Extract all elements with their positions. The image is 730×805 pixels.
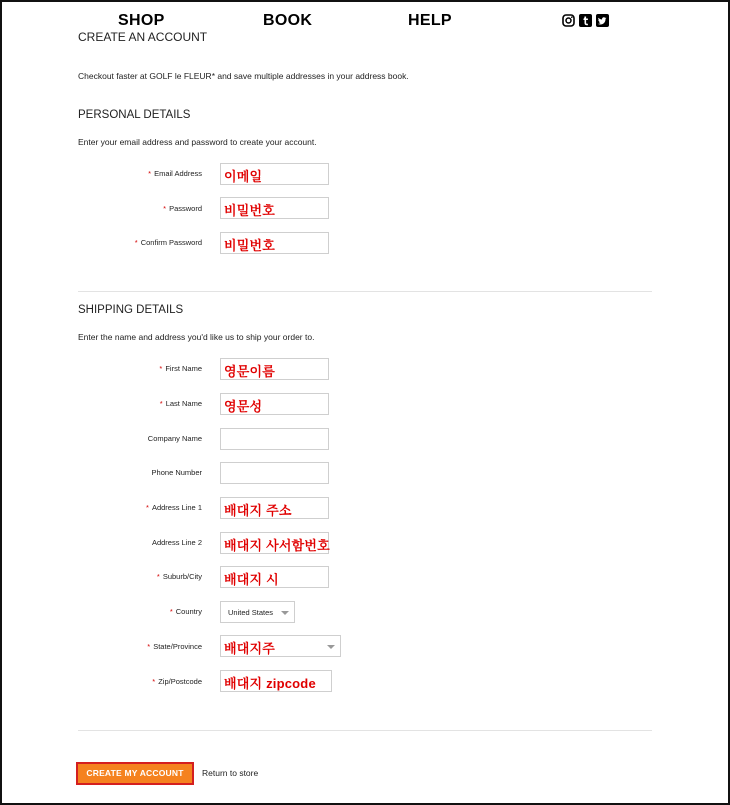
address-line-1-field[interactable]	[220, 497, 329, 519]
last-name-field[interactable]	[220, 393, 329, 415]
section-divider	[78, 730, 652, 731]
country-select[interactable]	[220, 601, 295, 623]
required-marker: *	[134, 238, 138, 247]
address-line-2-field[interactable]	[220, 532, 329, 554]
zip-postcode-value: 배대지 zipcode	[224, 676, 316, 691]
required-marker: *	[163, 204, 167, 213]
personal-details-title: PERSONAL DETAILS	[78, 109, 191, 121]
chevron-down-icon	[281, 611, 289, 615]
chevron-down-icon	[327, 645, 335, 649]
shipping-details-title: SHIPPING DETAILS	[78, 304, 184, 316]
first-name-label: * First Name	[159, 364, 202, 373]
state-province-select[interactable]	[220, 635, 341, 657]
zip-postcode-label: * Zip/Postcode	[152, 677, 202, 686]
first-name-value: 영문이름	[224, 364, 276, 379]
page-title: CREATE AN ACCOUNT	[78, 30, 208, 44]
personal-details-description: Enter your email address and password to create your account.	[78, 137, 317, 147]
required-marker: *	[159, 399, 163, 408]
phone-number-field[interactable]	[220, 462, 329, 484]
nav-help-link[interactable]: HELP	[408, 12, 452, 29]
required-marker: *	[147, 642, 151, 651]
confirm-password-label: * Confirm Password	[134, 238, 202, 247]
section-divider	[78, 291, 652, 292]
required-marker: *	[156, 572, 160, 581]
twitter-icon[interactable]	[596, 14, 609, 27]
intro-text: Checkout faster at GOLF le FLEUR* and save multiple addresses in your address book.	[78, 71, 409, 81]
last-name-value: 영문성	[224, 399, 263, 414]
country-label: * Country	[169, 607, 202, 616]
confirm-password-value: 비밀번호	[224, 238, 276, 253]
suburb-city-value: 배대지 시	[224, 572, 279, 587]
nav-book-link[interactable]: BOOK	[263, 12, 313, 29]
password-field[interactable]	[220, 197, 329, 219]
address-line-1-value: 배대지 주소	[224, 503, 292, 518]
email-label: * Email Address	[148, 169, 202, 178]
required-marker: *	[148, 169, 152, 178]
email-field[interactable]	[220, 163, 329, 185]
confirm-password-field[interactable]	[220, 232, 329, 254]
state-province-label: * State/Province	[147, 642, 202, 651]
address-line-2-value: 배대지 사서함번호	[224, 538, 330, 553]
suburb-city-label: * Suburb/City	[156, 572, 202, 581]
required-marker: *	[152, 677, 156, 686]
phone-number-label: Phone Number	[151, 468, 202, 477]
top-nav	[0, 12, 730, 32]
return-to-store-link[interactable]: Return to store	[202, 768, 259, 778]
address-line-1-label: * Address Line 1	[146, 503, 202, 512]
password-value: 비밀번호	[224, 203, 276, 218]
country-select-value: United States	[228, 608, 274, 617]
required-marker: *	[146, 503, 149, 512]
last-name-label: * Last Name	[159, 399, 202, 408]
email-value: 이메일	[224, 169, 263, 184]
required-marker: *	[169, 607, 173, 616]
shipping-details-description: Enter the name and address you'd like us to ship your order to.	[78, 332, 315, 342]
instagram-icon[interactable]	[562, 14, 575, 27]
password-label: * Password	[163, 204, 202, 213]
state-province-value: 배대지주	[224, 641, 276, 656]
company-name-label: Company Name	[147, 434, 202, 443]
nav-shop-link[interactable]: SHOP	[118, 12, 165, 29]
create-account-button[interactable]: CREATE MY ACCOUNT	[76, 762, 194, 785]
tumblr-icon[interactable]	[579, 14, 592, 27]
address-line-2-label: Address Line 2	[151, 538, 202, 547]
social-links	[562, 14, 609, 27]
company-name-field[interactable]	[220, 428, 329, 450]
suburb-city-field[interactable]	[220, 566, 329, 588]
required-marker: *	[159, 364, 163, 373]
zip-postcode-field[interactable]	[220, 670, 332, 692]
first-name-field[interactable]	[220, 358, 329, 380]
